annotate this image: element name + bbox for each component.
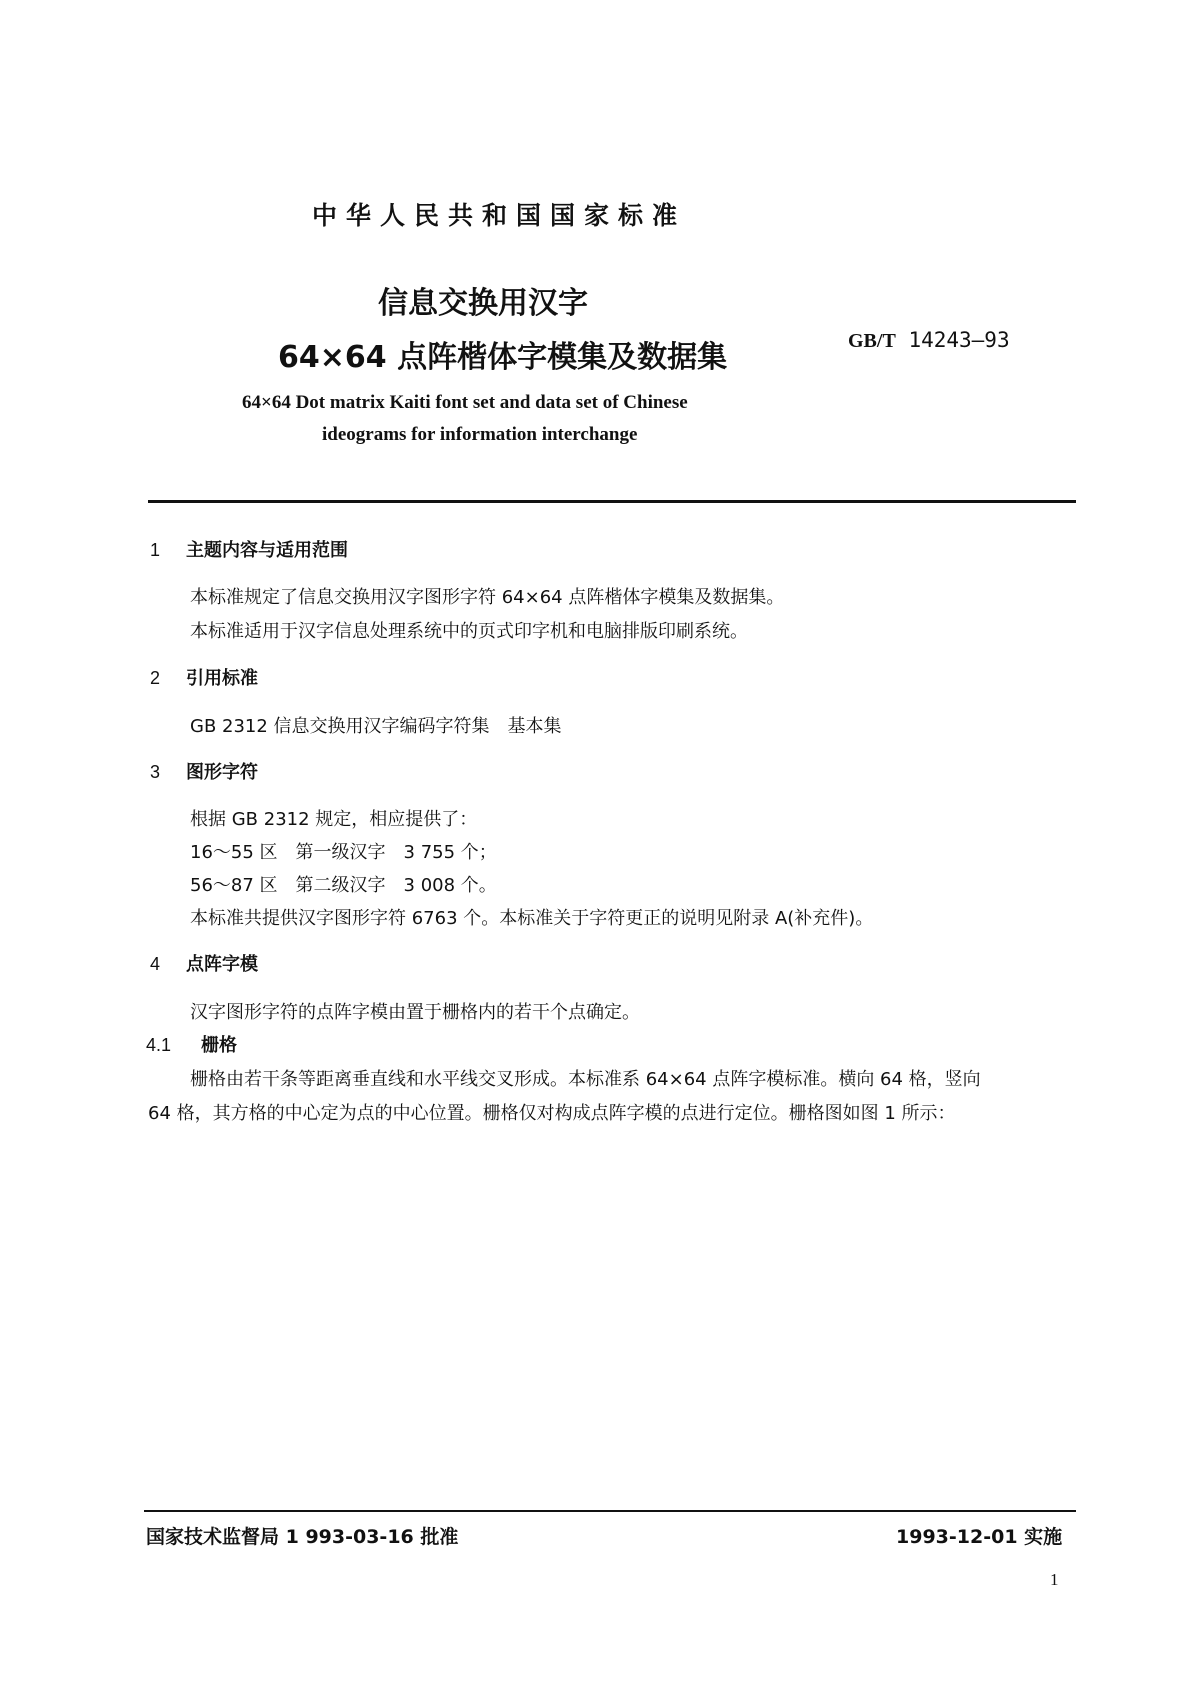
section-1-paragraph-2: 本标准适用于汉字信息处理系统中的页式印字机和电脑排版印刷系统。: [190, 621, 748, 642]
section-1-heading: [150, 536, 348, 562]
section-title: 点阵字模: [186, 954, 258, 975]
document-title-line1: 信息交换用汉字: [378, 286, 588, 321]
section-3-level1-count: 16～55 区 第一级汉字 3 755 个；: [190, 842, 497, 863]
section-2-paragraph-1: GB 2312 信息交换用汉字编码字符集 基本集: [190, 716, 562, 737]
page-number: 1: [1050, 1570, 1059, 1589]
section-number: 1: [150, 540, 161, 560]
section-title: 主题内容与适用范围: [186, 540, 348, 561]
section-3-paragraph-4: 本标准共提供汉字图形字符 6763 个。本标准关于字符更正的说明见附录 A(补充件)。: [190, 908, 874, 929]
document-title-line2: 64×64 点阵楷体字模集及数据集: [278, 340, 728, 375]
standard-number: [848, 328, 1010, 353]
section-number: 3: [150, 762, 161, 782]
header-divider: [148, 500, 1076, 503]
section-4-heading: [150, 950, 258, 976]
national-standard-heading: 中华人民共和国国家标准: [312, 201, 687, 230]
section-3-heading: [150, 758, 258, 784]
section-3-paragraph-1: 根据 GB 2312 规定，相应提供了：: [190, 809, 478, 830]
section-3-level2-count: 56～87 区 第二级汉字 3 008 个。: [190, 875, 497, 896]
footer-divider: [144, 1510, 1076, 1512]
section-number: 4: [150, 954, 161, 974]
implementation-date: 1993-12-01 实施: [896, 1526, 1063, 1548]
english-title-line2: ideograms for information interchange: [322, 424, 638, 445]
section-title: 图形字符: [186, 762, 258, 783]
section-4-1-paragraph-line1: 栅格由若干条等距离垂直线和水平线交叉形成。本标准系 64×64 点阵字模标准。横向 64 格，竖向: [190, 1069, 981, 1090]
section-title: 引用标准: [186, 668, 258, 689]
section-number: 2: [150, 668, 161, 688]
section-4-1-paragraph-line2: 64 格，其方格的中心定为点的中心位置。栅格仅对构成点阵字模的点进行定位。栅格图如图 1 所示：: [148, 1103, 956, 1124]
section-title: 栅格: [201, 1035, 237, 1056]
standard-number-value: 14243—93: [908, 328, 1010, 352]
english-title-line1: 64×64 Dot matrix Kaiti font set and data set of Chinese: [242, 392, 688, 413]
section-2-heading: [150, 664, 258, 690]
section-4-paragraph-1: 汉字图形字符的点阵字模由置于栅格内的若干个点确定。: [190, 1002, 640, 1023]
approval-date: 国家技术监督局 1 993-03-16 批准: [146, 1526, 459, 1548]
standard-number-prefix: GB/T: [848, 330, 896, 352]
section-number: 4.1: [146, 1035, 172, 1055]
section-1-paragraph-1: 本标准规定了信息交换用汉字图形字符 64×64 点阵楷体字模集及数据集。: [190, 587, 785, 608]
section-4-1-heading: [146, 1031, 237, 1057]
